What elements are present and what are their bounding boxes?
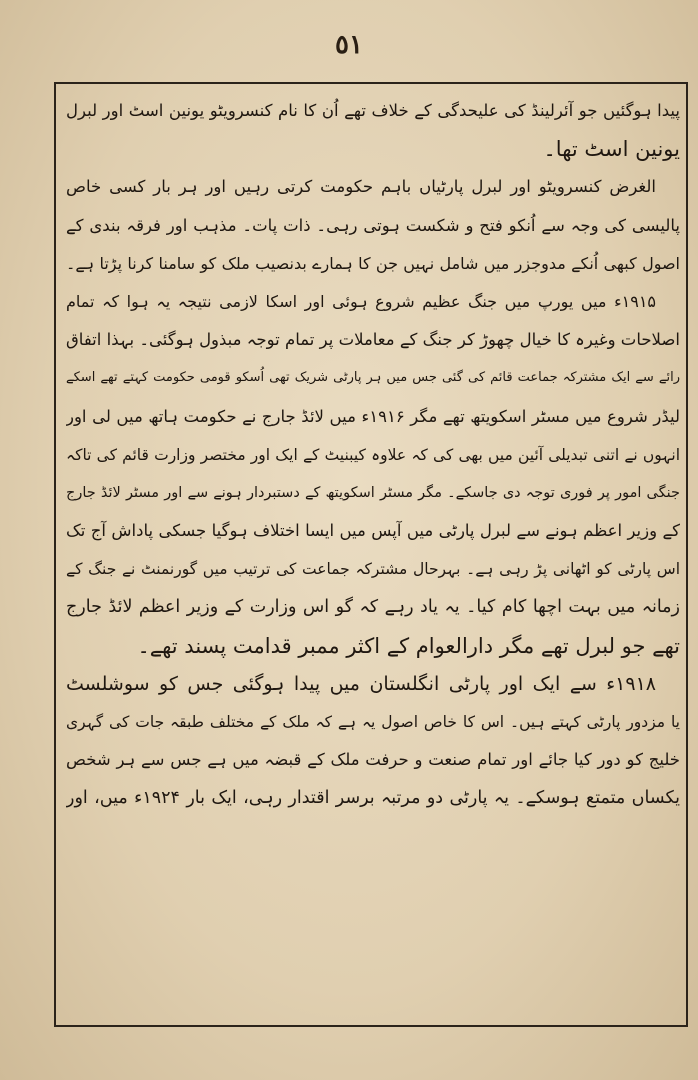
text-line: زمانہ میں بہت اچھا کام کیا۔ یہ یاد رہے کہ گو اس وزارت کے وزیر اعظم لائڈ جارج (66, 597, 680, 618)
text-line: یا مزدور پارٹی کہتے ہیں۔ اس کا خاص اصول یہ ہے کہ ملک کے مختلف طبقہ جات کی گہری (66, 713, 680, 731)
text-line: انہوں نے اتنی تبدیلی آئین میں بھی کی کہ علاوہ کیبنیٹ کے ایک اور مختصر وزارت قائم کی تاکہ (66, 445, 680, 464)
text-line: اس پارٹی کو اٹھانی پڑ رہی ہے۔ بہرحال مشترکہ جماعت کی ترتیب میں گورنمنٹ نے جنگ کے (66, 560, 680, 579)
text-line: پالیسی کی وجہ سے اُنکو فتح و شکست ہوتی رہی۔ ذات پات۔ مذہب اور فرقہ بندی کے (66, 215, 680, 235)
text-line: اصول کبھی اُنکے مدوجزر میں شامل نہیں جن کا ہمارے بدنصیب ملک کو سامنا کرنا پڑتا ہے۔ (66, 253, 680, 273)
text-line: ۱۹۱۵ء میں یورپ میں جنگ عظیم شروع ہوئی اور اسکا لازمی نتیجہ یہ ہوا کہ تمام (66, 291, 656, 311)
text-line: یکساں متمتع ہوسکے۔ یہ پارٹی دو مرتبہ برسر اقتدار رہی، ایک بار ۱۹۲۴ء میں، اور (66, 788, 680, 809)
text-line: خلیج کو دور کیا جائے اور تمام صنعت و حرفت ملک کے قبضہ میں ہے جس سے ہر شخص (66, 750, 680, 770)
text-line: لیڈر شروع میں مسٹر اسکویتھ تھے مگر ۱۹۱۶ء میں لائڈ جارج نے حکومت ہاتھ میں لی اور (66, 406, 680, 426)
text-line: کے وزیر اعظم ہونے سے لبرل پارٹی میں آپس میں ایسا اختلاف ہوگیا جسکی پاداش آج تک (66, 521, 680, 541)
page-number: ٥١ (335, 30, 363, 60)
text-line: جنگی امور پر فوری توجہ دی جاسکے۔ مگر مسٹر اسکویتھ کے دستبردار ہونے سے اور مسٹر لائڈ جارج (66, 484, 680, 501)
text-line: پیدا ہوگئیں جو آئرلینڈ کی علیحدگی کے خلاف تھے اُن کا نام کنسرویٹو یونین اسٹ اور لبرل (66, 101, 680, 120)
text-line: ۱۹۱۸ء سے ایک اور پارٹی انگلستان میں پیدا ہوگئی جس کو سوشلسٹ (66, 672, 656, 695)
text-line: رائے سے ایک مشترکہ جماعت قائم کی گئی جس میں ہر پارٹی شریک تھی اُسکو قومی حکومت کہتے تھے اسکے (66, 370, 680, 386)
text-line: اصلاحات وغیرہ کا خیال چھوڑ کر جنگ کے معاملات پر تمام توجہ مبذول ہوگئی۔ بہذا اتفاق (66, 330, 680, 350)
text-line: الغرض کنسرویٹو اور لبرل پارٹیاں باہم حکومت کرتی رہیں اور ہر بار کسی خاص (66, 177, 656, 197)
text-line: یونین اسٹ تھا۔ (543, 137, 680, 162)
text-body (66, 92, 680, 1017)
text-line: تھے جو لبرل تھے مگر دارالعوام کے اکثر ممبر قدامت پسند تھے۔ (137, 633, 680, 658)
